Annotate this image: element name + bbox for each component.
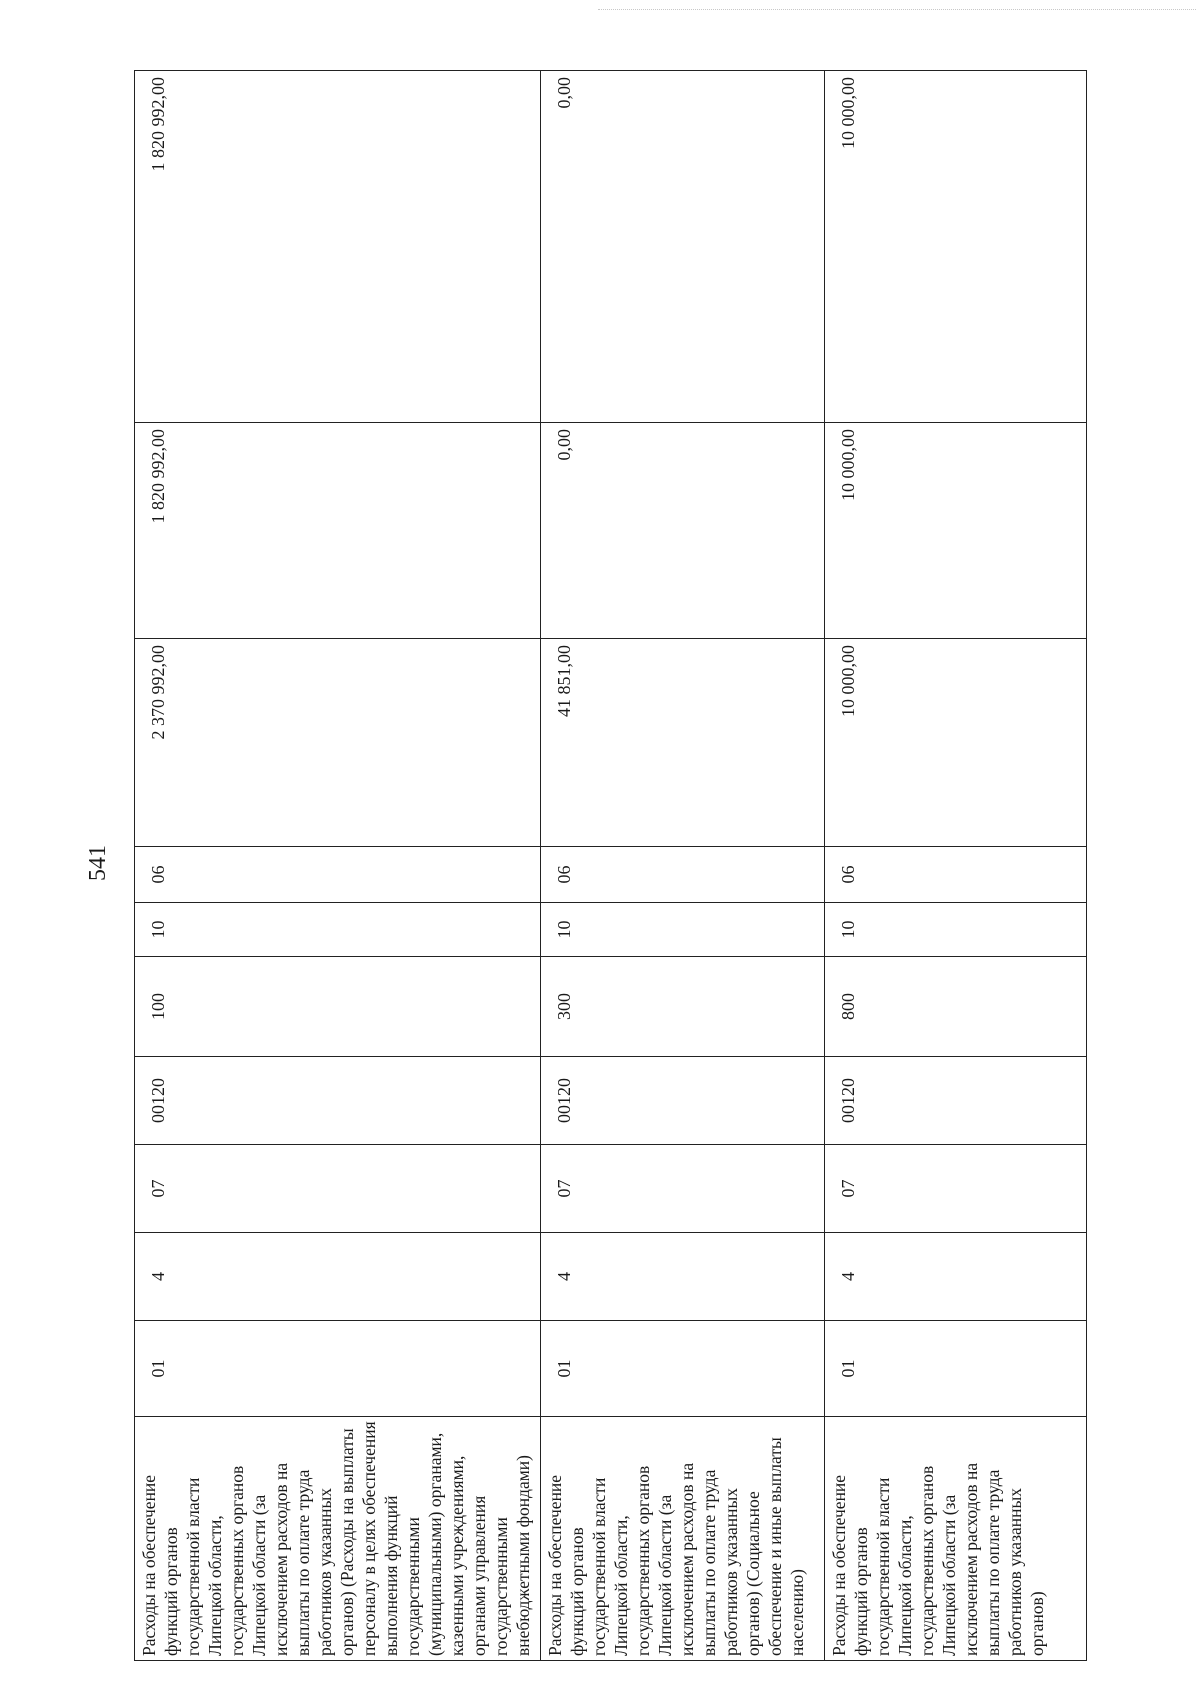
row-description: Расходы на обеспечение функций органов государственной власти Липецкой области, государственных органов Липецкой области (за исключением расходов на выплаты по оплате труда работников указанных органов): [825, 1417, 1087, 1661]
cell-amount-3: 1 820 992,00: [135, 71, 541, 423]
rotated-table-frame: [134, 71, 1086, 1661]
cell-amount-1: 41 851,00: [541, 639, 825, 847]
cell-code-4: 4: [541, 1233, 825, 1321]
cell-code-07: 07: [541, 1145, 825, 1233]
scan-edge-mark: [598, 9, 1196, 10]
cell-code-07: 07: [135, 1145, 541, 1233]
cell-code-00120: 00120: [541, 1057, 825, 1145]
cell-subsection: 06: [825, 847, 1087, 903]
cell-amount-2: 10 000,00: [825, 423, 1087, 639]
cell-subsection: 06: [541, 847, 825, 903]
cell-code-4: 4: [135, 1233, 541, 1321]
cell-amount-1: 2 370 992,00: [135, 639, 541, 847]
cell-amount-2: 0,00: [541, 423, 825, 639]
table-row: [135, 71, 541, 1661]
cell-code-4: 4: [825, 1233, 1087, 1321]
cell-section: 10: [825, 903, 1087, 957]
cell-subsection: 06: [135, 847, 541, 903]
cell-expense-type: 300: [541, 957, 825, 1057]
cell-code-01: 01: [541, 1321, 825, 1417]
table-row: [541, 71, 825, 1661]
cell-code-07: 07: [825, 1145, 1087, 1233]
table-container: [134, 71, 1086, 1661]
cell-amount-3: 10 000,00: [825, 71, 1087, 423]
cell-code-00120: 00120: [825, 1057, 1087, 1145]
cell-amount-3: 0,00: [541, 71, 825, 423]
cell-code-01: 01: [825, 1321, 1087, 1417]
budget-table: [134, 70, 1087, 1661]
cell-amount-2: 1 820 992,00: [135, 423, 541, 639]
page-number: 541: [85, 845, 111, 881]
cell-code-00120: 00120: [135, 1057, 541, 1145]
table-row: [825, 71, 1087, 1661]
cell-section: 10: [135, 903, 541, 957]
cell-section: 10: [541, 903, 825, 957]
cell-code-01: 01: [135, 1321, 541, 1417]
cell-expense-type: 800: [825, 957, 1087, 1057]
row-description: Расходы на обеспечение функций органов государственной власти Липецкой области, государственных органов Липецкой области (за исключением расходов на выплаты по оплате труда работников указанных органов) (Социальное обеспечение и иные выплаты населению): [541, 1417, 825, 1661]
row-description: Расходы на обеспечение функций органов государственной власти Липецкой области, государственных органов Липецкой области (за исключением расходов на выплаты по оплате труда работников указанных органов) (Расходы на выплаты персоналу в целях обеспечения выполнения функций государственными (муниципальными) органами, казенными учреждениями, органами управления государственными внебюджетными фондами): [135, 1417, 541, 1661]
cell-amount-1: 10 000,00: [825, 639, 1087, 847]
cell-expense-type: 100: [135, 957, 541, 1057]
